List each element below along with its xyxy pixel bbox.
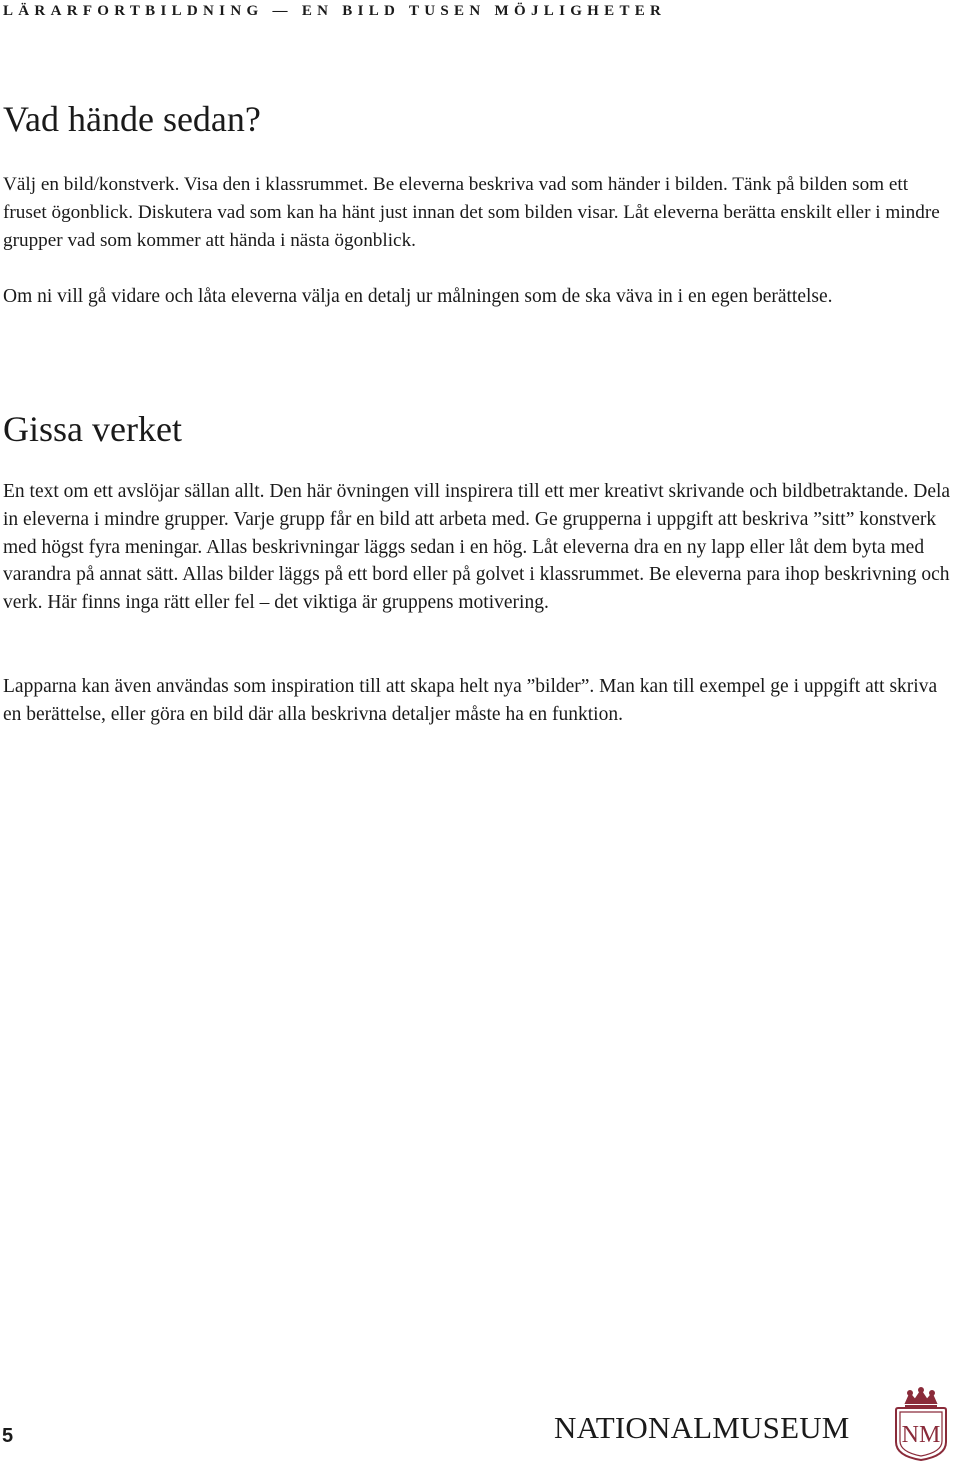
section-paragraph [3,673,952,729]
section-paragraph [3,283,952,311]
section-title-gissa-verket [3,410,952,450]
logo-monogram: NM [901,1422,941,1448]
paragraph-text: Om ni vill gå vidare och låta eleverna välja en detalj ur målningen som de ska väva in i en egen berättelse. [3,286,833,307]
section-heading: Gissa verket [3,409,182,449]
page-number: 5 [2,1425,14,1447]
section-paragraph [3,478,952,617]
section-title-vad-hande-sedan [3,100,952,140]
section-paragraph [3,171,952,254]
paragraph-text: En text om ett avslöjar sällan allt. Den här övningen vill inspirera till ett mer kreativt skrivande och bildbetraktande. Dela in eleverna i mindre grupper. Varje grupp får en bild att arbeta med. Ge grupperna i uppgift att beskriva ”sitt” konstverk med högst fyra meningar. Allas beskrivningar läggs sedan i en hög. Låt eleverna dra en ny lapp eller låt dem byta med varandra på annat sätt. Allas bilder läggs på ett bord eller på golvet i klassrummet. Be eleverna para ihop beskrivning och verk. Här finns inga rätt eller fel – det viktiga är gruppens motivering. [3,481,951,614]
paragraph-text: Lapparna kan även användas som inspiration till att skapa helt nya ”bilder”. Man kan till exempel ge i uppgift att skriva en berättelse, eller göra en bild där alla beskrivna detaljer måste ha en funktion. [3,676,938,725]
running-header: LÄRARFORTBILDNING — EN BILD TUSEN MÖJLIGHETER [3,3,667,19]
section-heading: Vad hände sedan? [3,99,261,139]
brand-wordmark: NATIONALMUSEUM [554,1410,850,1445]
nationalmuseum-logo-icon [888,1386,954,1462]
paragraph-text: Välj en bild/konstverk. Visa den i klassrummet. Be eleverna beskriva vad som händer i bilden. Tänk på bilden som ett fruset ögonblick. Diskutera vad som kan ha hänt just innan det som bilden visar. Låt eleverna berätta enskilt eller i mindre grupper vad som kommer att hända i nästa ögonblick. [3,174,940,251]
